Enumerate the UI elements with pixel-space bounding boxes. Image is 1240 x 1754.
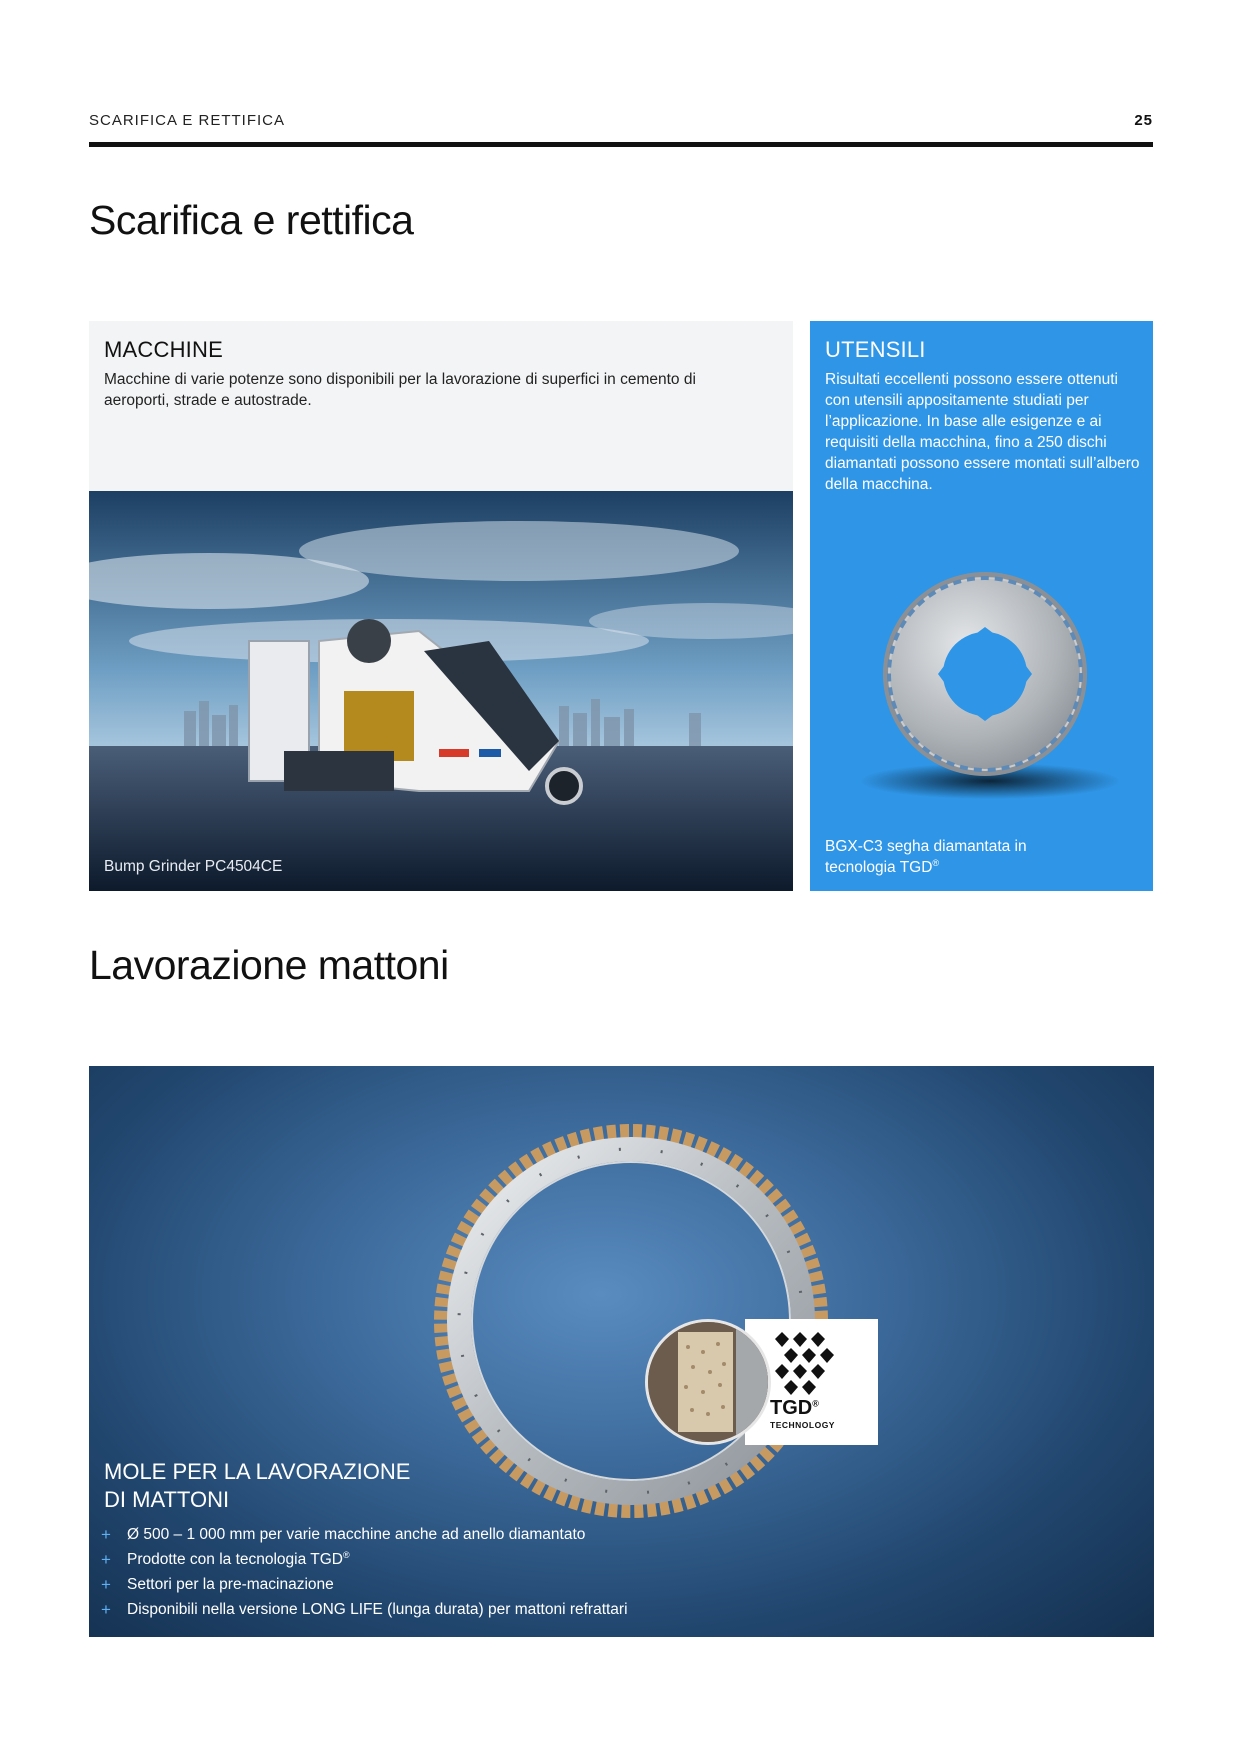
bricks-feature-list: [101, 1522, 628, 1622]
list-item: [101, 1597, 628, 1622]
registered-mark: ®: [342, 1549, 350, 1560]
tgd-technology-label: TECHNOLOGY: [770, 1420, 835, 1430]
section-title-mattoni: Lavorazione mattoni: [89, 942, 449, 988]
utensili-text: Risultati eccellenti possono essere ottenuti con utensili appositamente studiati per l’applicazione. In base alle esigenze e ai requisiti della macchina, fino a 250 dischi diamantati possono essere montati sull’albero della macchina.: [825, 371, 1140, 493]
bgx-c3-saw-blade-image: [840, 559, 1130, 829]
tgd-word: TGD: [770, 1397, 813, 1419]
macchine-text: Macchine di varie potenze sono disponibili per la lavorazione di superfici in cemento di aeroporti, strade e autostrade.: [104, 371, 696, 409]
plus-icon: +: [101, 1600, 111, 1619]
utensili-caption-line1: BGX-C3 segha diamantata in: [825, 838, 1027, 855]
section-title-scarifica: Scarifica e rettifica: [89, 197, 414, 243]
list-item-text: Prodotte con la tecnologia TGD: [127, 1551, 343, 1568]
tgd-wordmark: [770, 1397, 819, 1420]
registered-mark: ®: [932, 857, 940, 868]
list-item: [101, 1547, 628, 1572]
page-number: 25: [1134, 112, 1153, 129]
utensili-caption-line2: tecnologia TGD: [825, 859, 933, 876]
macchine-card: [89, 321, 793, 891]
list-item: [101, 1522, 628, 1547]
utensili-card: [810, 321, 1153, 891]
list-item: [101, 1572, 628, 1597]
tgd-segment-closeup-image: [645, 1319, 771, 1445]
list-item-text: Disponibili nella versione LONG LIFE (lunga durata) per mattoni refrattari: [127, 1601, 628, 1618]
bricks-heading-line2: DI MATTONI: [104, 1487, 230, 1512]
machine-caption: Bump Grinder PC4504CE: [104, 858, 283, 875]
utensili-caption: [825, 836, 1145, 878]
running-header: [89, 110, 1153, 132]
list-item-text: Settori per la pre-macinazione: [127, 1576, 334, 1593]
header-rule: [89, 142, 1153, 147]
bricks-heading: [104, 1458, 604, 1514]
bricks-panel: [89, 1066, 1154, 1637]
plus-icon: +: [101, 1525, 111, 1544]
machine-photo: [89, 491, 793, 891]
plus-icon: +: [101, 1575, 111, 1594]
bricks-heading-line1: MOLE PER LA LAVORAZIONE: [104, 1459, 411, 1484]
utensili-heading: UTENSILI: [825, 337, 926, 362]
plus-icon: +: [101, 1550, 111, 1569]
registered-mark: ®: [812, 1398, 819, 1409]
bump-grinder-image: [89, 491, 793, 891]
macchine-heading: MACCHINE: [104, 337, 223, 362]
running-title: SCARIFICA E RETTIFICA: [89, 112, 286, 129]
tgd-technology-badge: [645, 1319, 878, 1445]
list-item-text: Ø 500 – 1 000 mm per varie macchine anche ad anello diamantato: [127, 1526, 586, 1543]
